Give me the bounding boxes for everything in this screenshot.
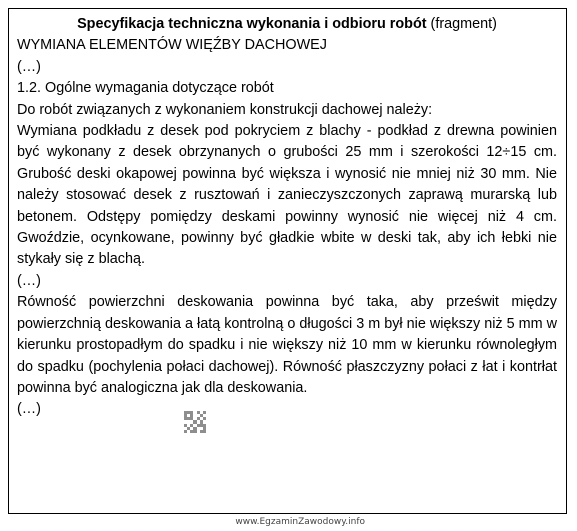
section-heading: WYMIANA ELEMENTÓW WIĘŹBY DACHOWEJ [17, 37, 327, 54]
paragraph-flatness: Równość powierzchni deskowania powinna być taka, aby prześwit między powierzchnią deskowania a łatą kontrolną o długości 3 m był nie większy niż 5 mm w kierunku prostopadłym do spadku i nie większy niż 10 mm w kierunku równoległym do spadku (pochylenia połaci dachowej). Równość płaszczyzny połaci z łat i kontrłat powinna być analogiczna jak dla deskowania. [17, 294, 557, 396]
document-content [17, 14, 557, 421]
intro-text: Do robót związanych z wykonaniem konstrukcji dachowej należy: [17, 101, 433, 118]
title-bold: Specyfikacja techniczna wykonania i odbioru robót [77, 16, 427, 32]
ellipsis-middle: (…) [17, 272, 41, 289]
ellipsis-bottom: (…) [17, 401, 41, 418]
paragraph-decking: Wymiana podkładu z desek pod pokryciem z blachy - podkład z drewna powinien być wykonany z desek obrzynanych o grubości 25 mm i szerokości 12÷15 cm. Grubość deski okapowej powinna być większa i wynosić nie mniej niż 30 mm. Nie należy stosować desek z rusztowań i zanieczyszczonych zaprawą murarską lub betonem. Odstępy pomiędzy deskami powinny wynosić nie więcej niż 4 cm. Gwoździe, ocynkowane, powinny być gładkie wbite w deski tak, aby ich łebki nie stykały się z blachą. [17, 123, 557, 268]
title-suffix: (fragment) [426, 16, 497, 32]
document-title [17, 14, 557, 35]
qr-code-icon [184, 411, 206, 433]
footer-site-url: www.EgzaminZawodowy.info [235, 517, 365, 527]
section-number-title: 1.2. Ogólne wymagania dotyczące robót [17, 80, 274, 97]
ellipsis-top: (…) [17, 58, 41, 75]
